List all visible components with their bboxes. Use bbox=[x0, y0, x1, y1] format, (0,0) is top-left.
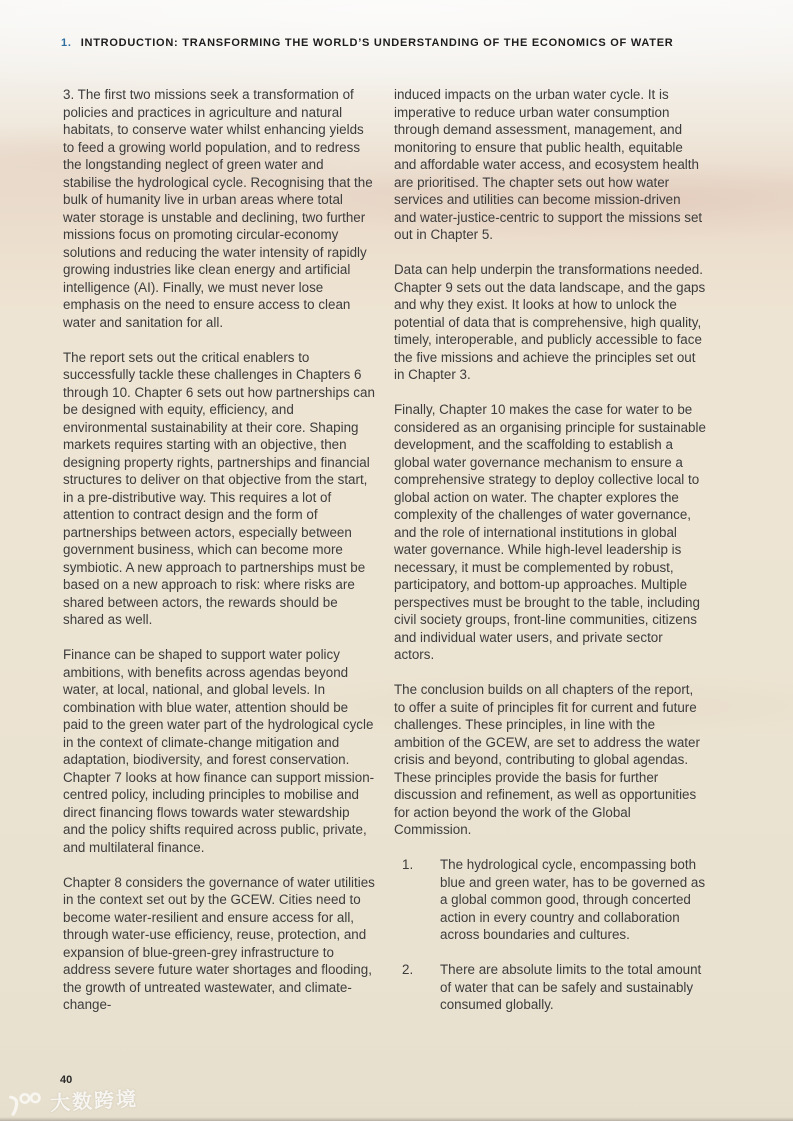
list-item-text: The hydrological cycle, encompassing both blue and green water, has to be governed as a global common good, through concerted action in every country and collaboration across boundaries and cultures. bbox=[440, 857, 706, 942]
chapter-header bbox=[61, 36, 753, 51]
column-left bbox=[63, 86, 375, 1014]
paragraph: Finance can be shaped to support water policy ambitions, with benefits across agendas beyond water, at local, national, and global levels. In combination with blue water, attention should be paid to the green water part of the hydrological cycle in the context of climate-change mitigation and adaptation, biodiversity, and forest conservation. Chapter 7 looks at how finance can support mission-centred policy, including principles to mobilise and direct financing flows towards water stewardship and the policy shifts required across public, private, and multilateral finance. bbox=[63, 647, 375, 855]
list-item bbox=[394, 856, 706, 944]
chapter-number: 1. bbox=[61, 37, 72, 49]
paragraph: The conclusion builds on all chapters of the report, to offer a suite of principles fit for current and future challenges. These principles, in line with the ambition of the GCEW, are set to address the water crisis and beyond, contributing to global agendas. These principles provide the basis for further discussion and refinement, as well as opportunities for action beyond the work of the Global Commission. bbox=[394, 682, 700, 837]
page-number: 40 bbox=[60, 1074, 73, 1086]
list-item-text: There are absolute limits to the total amount of water that can be safely and sustainably consumed globally. bbox=[440, 962, 702, 1012]
principles-list bbox=[394, 856, 706, 1014]
list-item-number: 1. bbox=[402, 857, 414, 872]
paragraph: 3. The first two missions seek a transformation of policies and practices in agriculture and natural habitats, to conserve water whilst enhancing yields to feed a growing world population, and to redress the longstanding neglect of green water and stabilise the hydrological cycle. Recognising that the bulk of humanity live in urban areas where total water storage is unstable and declining, two further missions focus on promoting circular-economy solutions and reducing the water intensity of rapidly growing industries like clean energy and artificial intelligence (AI). Finally, we must never lose emphasis on the need to ensure access to clean water and sanitation for all. bbox=[63, 87, 373, 330]
watermark-text: 大数跨境 bbox=[49, 1086, 139, 1116]
list-item-number: 2. bbox=[402, 962, 414, 977]
watermark bbox=[5, 1083, 138, 1119]
column-right bbox=[394, 86, 706, 1014]
two-column-body bbox=[63, 86, 706, 1014]
paragraph: induced impacts on the urban water cycle. It is imperative to reduce urban water consumption through demand assessment, management, and monitoring to ensure that public health, equitable and affordable water access, and ecosystem health are prioritised. The chapter sets out how water services and utilities can become mission-driven and water-justice-centric to support the missions set out in Chapter 5. bbox=[394, 87, 703, 242]
chapter-title: INTRODUCTION: TRANSFORMING THE WORLD’S UNDERSTANDING OF THE ECONOMICS OF WATER bbox=[80, 37, 674, 49]
paragraph: Data can help underpin the transformations needed. Chapter 9 sets out the data landscape, and the gaps and why they exist. It looks at how to unlock the potential of data that is comprehensive, high quality, timely, interoperable, and publicly accessible to face the five missions and achieve the principles set out in Chapter 3. bbox=[394, 262, 706, 382]
paragraph: Chapter 8 considers the governance of water utilities in the context set out by the GCEW. Cities need to become water-resilient and ensure access for all, through water-use efficiency, reuse, protection, and expansion of blue-green-grey infrastructure to address severe future water shortages and flooding, the growth of untreated wastewater, and climate-change- bbox=[63, 874, 375, 1012]
paragraph: Finally, Chapter 10 makes the case for water to be considered as an organising principle for sustainable development, and the scaffolding to establish a global water governance mechanism to ensure a comprehensive strategy to deploy collective local to global action on water. The chapter explores the complexity of the challenges of water governance, and the role of international institutions in global water governance. While high-level leadership is necessary, it must be complemented by robust, participatory, and bottom-up approaches. Multiple perspectives must be brought to the table, including civil society groups, front-line communities, citizens and individual water users, and private sector actors. bbox=[394, 402, 706, 662]
paragraph: The report sets out the critical enablers to successfully tackle these challenges in Chapters 6 through 10. Chapter 6 sets out how partnerships can be designed with equity, efficiency, and environmental sustainability at their core. Shaping markets requires starting with an objective, then designing property rights, partnerships and financial structures to deliver on that objective from the start, in a pre-distributive way. This requires a lot of attention to contract design and the form of partnerships between actors, especially between government business, which can become more symbiotic. A new approach to partnerships must be based on a new approach to risk: where risks are shared between actors, the rewards should be shared as well. bbox=[63, 349, 375, 627]
watermark-logo-icon bbox=[5, 1089, 46, 1117]
list-item bbox=[394, 961, 706, 1014]
